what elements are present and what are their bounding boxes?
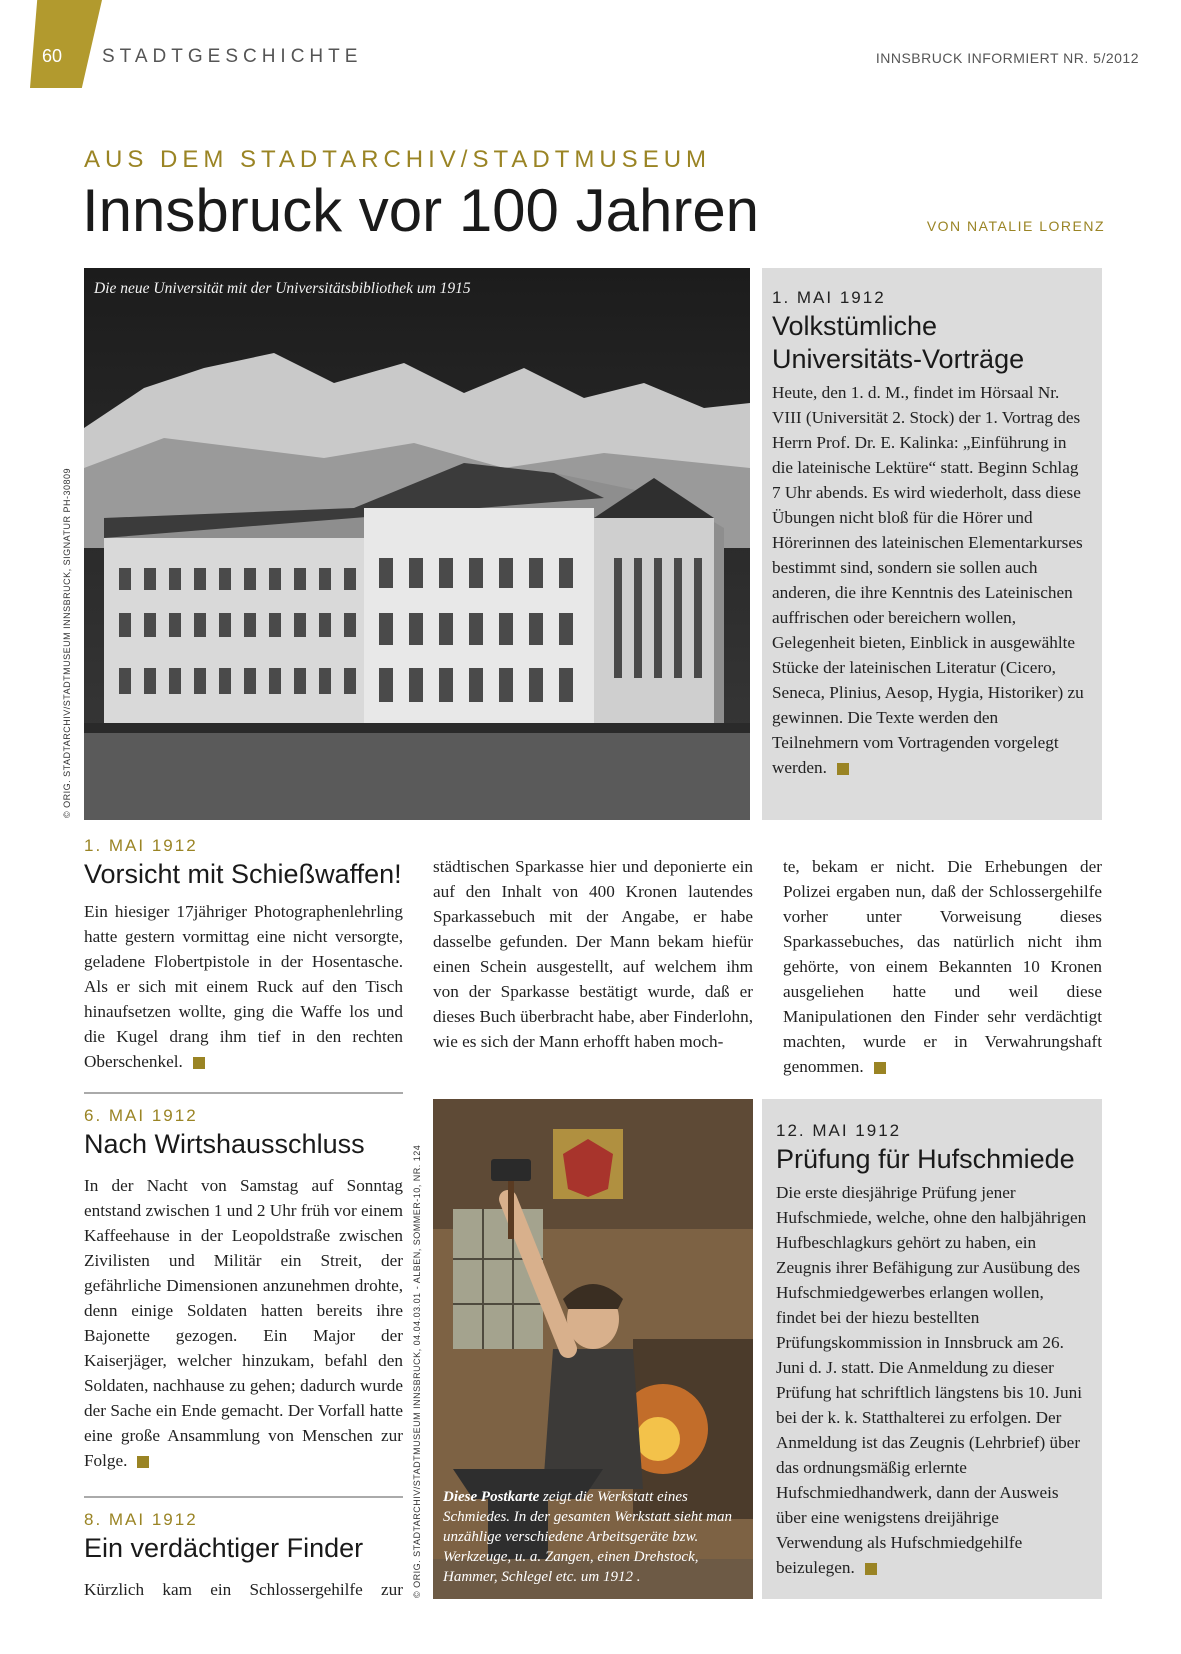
- issue-label: INNSBRUCK INFORMIERT NR. 5/2012: [875, 50, 1139, 66]
- divider: [84, 1496, 403, 1498]
- wirtshaus-text: [84, 1173, 403, 1473]
- wirtshaus-headline: Nach Wirtshausschluss: [84, 1129, 365, 1159]
- hufschmiede-text: [776, 1180, 1088, 1580]
- vortraege-date: 1. MAI 1912: [772, 288, 886, 307]
- byline: VON NATALIE LORENZ: [926, 218, 1105, 234]
- postcard-photo-credit: © ORIG. STADTARCHIV/STADTMUSEUM INNSBRUCK, 04.04.03.01 - ALBEN, SOMMER-10, NR. 124: [412, 1144, 422, 1598]
- finder-story: [84, 1510, 403, 1602]
- hufschmiede-text-content: Die erste diesjährige Prüfung jener Hufschmiede, welche, ohne den halbjährigen Hufbeschlagkurs gehört zu haben, ein Zeugnis ihrer Befähigung zur Ausübung des Hufschmiedgewerbes erlangen wollen, findet bei der hiezu bestellten Prüfungskommission in Innsbruck am 26. Juni d. J. statt. Die Anmeldung zu dieser Prüfung hat schriftlich längstens bis 10. Juni bei der k. k. Statthalterei zu erfolgen. Der Anmeldung ist das Zeugnis (Lehrbrief) über das ordnungsmäßig erlernte Hufschmiedhandwerk, dann der Ausweis über eine wenigstens dreijährige Verwendung als Hufschmiedgehilfe beizulegen.: [776, 1183, 1087, 1577]
- finder-text-col3: [783, 854, 1102, 1079]
- hufschmiede-box: [762, 1099, 1102, 1599]
- end-mark-icon: [193, 1057, 205, 1069]
- schiesswaffen-text-content: Ein hiesiger 17jähriger Photographenlehrling hatte gestern vormittag eine nicht versorgte, geladene Flobertpistole in der Hosentasche. Als er sich mit einem Ruck auf den Tisch hinaufsetzen wollte, ging die Waffe los und die Kugel drang ihm tief in den rechten Oberschenkel.: [84, 902, 403, 1071]
- schiesswaffen-story: [84, 836, 403, 1074]
- vortraege-headline: Volkstümliche Universitäts-Vorträge: [772, 311, 1025, 374]
- section-title: STADTGESCHICHTE: [102, 46, 363, 67]
- finder-text-col2: städtischen Sparkasse hier und deponierte ein auf den Inhalt von 400 Kronen lautendes Sparkassebuch mit der Angabe, er habe dasselbe gefunden. Der Mann bekam hiefür einen Schein ausgestellt, auf welchem ihm von der Sparkasse bestätigt wurde, daß er dieses Buch überbracht habe, aber Finderlohn, wie es sich der Mann erhofft haben moch-: [433, 857, 753, 1051]
- university-illustration: [84, 268, 750, 820]
- wirtshaus-story: [84, 1106, 403, 1473]
- postcard-caption-bold: Diese Postkarte: [443, 1489, 540, 1505]
- hufschmiede-date: 12. MAI 1912: [776, 1121, 902, 1140]
- article-kicker: AUS DEM STADTARCHIV/STADTMUSEUM: [84, 146, 712, 173]
- vortraege-text: [772, 380, 1088, 780]
- university-photo-credit: © ORIG. STADTARCHIV/STADTMUSEUM INNSBRUCK, SIGNATUR PH-30809: [62, 467, 72, 818]
- end-mark-icon: [865, 1563, 877, 1575]
- end-mark-icon: [137, 1456, 149, 1468]
- finder-date: 8. MAI 1912: [84, 1510, 198, 1529]
- page-number: 60: [42, 46, 63, 66]
- end-mark-icon: [874, 1062, 886, 1074]
- vortraege-text-content: Heute, den 1. d. M., findet im Hörsaal Nr. VIII (Universität 2. Stock) der 1. Vortrag des Herrn Prof. Dr. E. Kalinka: „Einführung in die lateinische Lektüre“ statt. Beginn Schlag 7 Uhr abends. Es wird wiederholt, dass diese Übungen nicht bloß für die Hörer und Hörerinnen des lateinischen Elementarkurses bestimmt sind, sondern sie sollen auch anderen, die ihre Kenntnis des Lateinischen auffrischen oder bereichern wollen, Gelegenheit bieten, Einblick in ausgewählte Stücke der lateinischen Literatur (Cicero, Seneca, Plinius, Aesop, Hygia, Historiker) zu gewinnen. Die Texte werden den Teilnehmern vom Vortragenden vorgelegt werden.: [772, 383, 1084, 777]
- finder-text-col3-content: te, bekam er nicht. Die Erhebungen der Polizei ergaben nun, daß der Schlossergehilfe vorher unter Vorweisung dieses Sparkassebuches, das natürlich nicht ihm gehörte, von einem Bekannten 10 Kronen ausgeliehen hatte und weil diese Manipulationen den Finder sehr verdächtigt machten, wurde er in Verwahrungshaft genommen.: [783, 857, 1102, 1076]
- university-photo: [84, 268, 750, 820]
- page-title: Innsbruck vor 100 Jahren: [82, 177, 760, 244]
- schiesswaffen-text: [84, 899, 403, 1074]
- divider: [84, 1092, 403, 1094]
- postcard-photo: [433, 1099, 753, 1599]
- hufschmiede-headline: Prüfung für Hufschmiede: [776, 1144, 1075, 1174]
- finder-headline: Ein verdächtiger Finder: [84, 1533, 364, 1563]
- wirtshaus-date: 6. MAI 1912: [84, 1106, 198, 1125]
- wirtshaus-text-content: In der Nacht von Samstag auf Sonntag entstand zwischen 1 und 2 Uhr früh vor einem Kaffeehause in der Leopoldstraße zwischen Zivilisten und Militär ein Streit, der gefährliche Dimensionen anzunehmen drohte, denn einige Soldaten hatten bereits ihre Bajonette gezogen. Ein Major der Kaiserjäger, welcher hinzukam, befahl den Soldaten, nachhause zu gehen; dadurch wurde der Sache ein Ende gemacht. Der Vorfall hatte eine große Ansammlung von Menschen zur Folge.: [84, 1176, 403, 1470]
- finder-text-col1: Kürzlich kam ein Schlossergehilfe zur: [84, 1580, 403, 1599]
- vortraege-box: [762, 268, 1102, 820]
- postcard-caption: [443, 1487, 743, 1587]
- postcard-caption-text: zeigt die Werkstatt eines Schmiedes. In der gesamten Werkstatt sieht man unzählige verschiedene Arbeitsgeräte bzw. Werkzeuge, u. a. Zangen, einen Drehstock, Hammer, Schlegel etc. um 1912 .: [443, 1489, 732, 1585]
- finder-text-col3-wrap: [783, 854, 1102, 1079]
- schiesswaffen-date: 1. MAI 1912: [84, 836, 198, 855]
- schiesswaffen-headline: Vorsicht mit Schießwaffen!: [84, 859, 402, 889]
- page-number-tab: [30, 0, 102, 88]
- end-mark-icon: [837, 763, 849, 775]
- university-photo-caption: Die neue Universität mit der Universitätsbibliothek um 1915: [94, 280, 471, 297]
